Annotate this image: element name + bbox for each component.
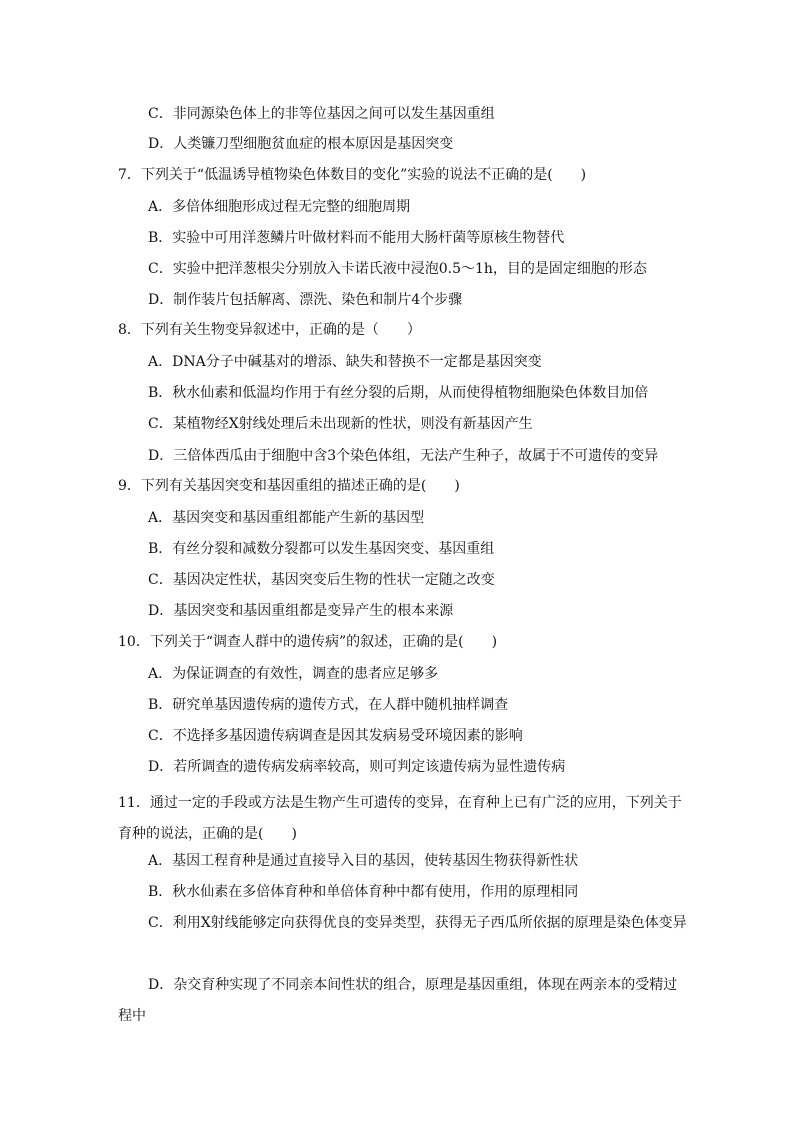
q10-stem: 10．下列关于“调查人群中的遗传病”的叙述，正确的是( ) [118,634,498,650]
q7-option-b: B．实验中可用洋葱鳞片叶做材料而不能用大肠杆菌等原核生物替代 [148,230,565,246]
q7-option-c: C．实验中把洋葱根尖分别放入卡诺氏液中浸泡0.5～1h，目的是固定细胞的形态 [148,261,647,277]
q10-option-a: A．为保证调查的有效性，调查的患者应足够多 [148,666,439,682]
q7-option-a: A．多倍体细胞形成过程无完整的细胞周期 [148,199,411,215]
q8-option-d: D．三倍体西瓜由于细胞中含3个染色体组，无法产生种子，故属于不可遗传的变异 [148,448,659,464]
q9-option-c: C．基因决定性状，基因突变后生物的性状一定随之改变 [148,572,495,588]
q7-stem: 7．下列关于“低温诱导植物染色体数目的变化”实验的说法不正确的是( ) [118,167,587,183]
q6-option-c: C．非同源染色体上的非等位基因之间可以发生基因重组 [148,106,495,122]
q9-stem: 9．下列有关基因突变和基因重组的描述正确的是( ) [118,478,460,494]
q11-option-c: C．利用X射线能够定向获得优良的变异类型，获得无子西瓜所依据的原理是染色体变异 [148,915,687,931]
q9-option-b: B．有丝分裂和减数分裂都可以发生基因突变、基因重组 [148,541,495,557]
q9-option-a: A．基因突变和基因重组都能产生新的基因型 [148,510,425,526]
q11-stem: 11．通过一定的手段或方法是生物产生可遗传的变异，在育种上已有广泛的应用，下列关于育种的说法，正确的是( ) [118,795,682,842]
q10-option-d: D．若所调查的遗传病发病率较高，则可判定该遗传病为显性遗传病 [148,759,566,775]
q7-option-d: D．制作装片包括解离、漂洗、染色和制片4个步骤 [148,292,463,308]
q10-option-b: B．研究单基因遗传病的遗传方式，在人群中随机抽样调查 [148,697,509,713]
q8-option-c: C．某植物经X射线处理后未出现新的性状，则没有新基因产生 [148,416,533,432]
q11-option-b: B．秋水仙素在多倍体育种和单倍体育种中都有使用，作用的原理相同 [148,884,579,900]
q6-option-d: D．人类镰刀型细胞贫血症的根本原因是基因突变 [148,136,454,152]
q10-option-c: C．不选择多基因遗传病调查是因其发病易受环境因素的影响 [148,728,523,744]
q11-option-d: D．杂交育种实现了不同亲本间性状的组合，原理是基因重组，体现在两亲本的受精过程中 [118,977,678,1024]
q8-stem: 8．下列有关生物变异叙述中，正确的是（ ） [118,322,421,338]
q11-option-a: A．基因工程育种是通过直接导入目的基因，使转基因生物获得新性状 [148,853,579,869]
q9-option-d: D．基因突变和基因重组都是变异产生的根本来源 [148,603,454,619]
q8-option-b: B．秋水仙素和低温均作用于有丝分裂的后期，从而使得植物细胞染色体数目加倍 [148,385,649,401]
q8-option-a: A．DNA分子中碱基对的增添、缺失和替换不一定都是基因突变 [148,354,542,370]
